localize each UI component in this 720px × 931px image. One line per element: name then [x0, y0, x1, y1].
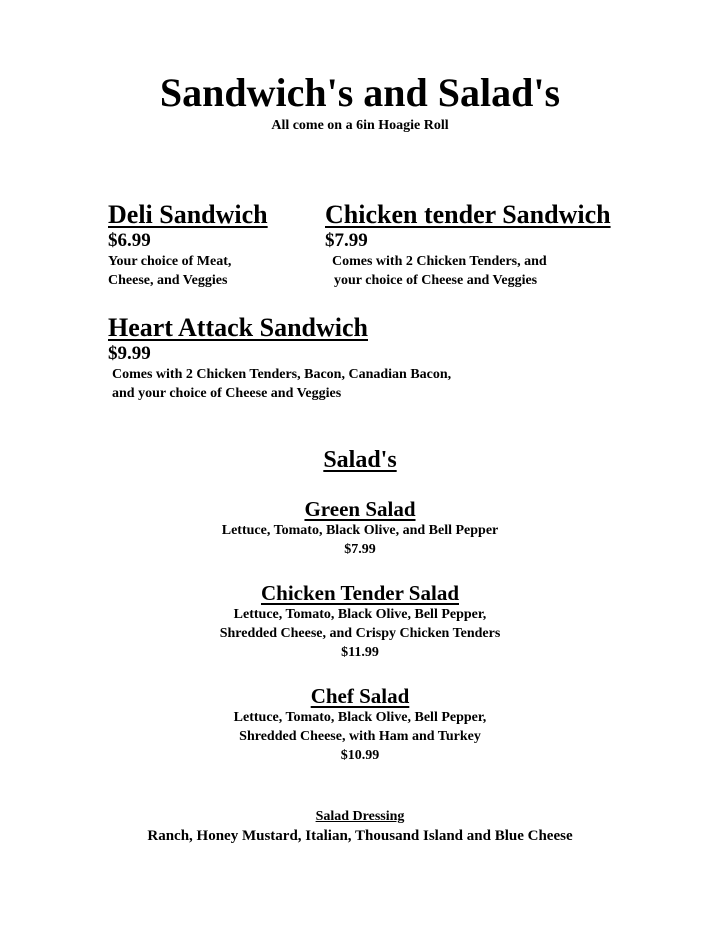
item-description-line: Shredded Cheese, with Ham and Turkey	[239, 729, 481, 744]
item-description-line: Your choice of Meat,	[108, 254, 232, 269]
item-price: $7.99	[325, 230, 368, 251]
menu-item-chicken-tender-sandwich	[325, 200, 611, 290]
item-description-line: Lettuce, Tomato, Black Olive, Bell Pepper,	[233, 607, 487, 622]
item-description-line: Lettuce, Tomato, Black Olive, and Bell Pepper	[221, 523, 499, 538]
page-title: Sandwich's and Salad's	[159, 70, 561, 115]
item-description-line: your choice of Cheese and Veggies	[334, 273, 538, 288]
item-description-line: Comes with 2 Chicken Tenders, Bacon, Canadian Bacon,	[112, 367, 452, 382]
item-name: Chef Salad	[310, 684, 410, 708]
item-description-line: Comes with 2 Chicken Tenders, and	[332, 254, 547, 269]
page-subtitle: All come on a 6in Hoagie Roll	[271, 118, 449, 133]
item-name: Deli Sandwich	[108, 200, 268, 229]
item-price: $9.99	[108, 343, 151, 364]
item-description-line: Cheese, and Veggies	[108, 273, 228, 288]
item-name: Heart Attack Sandwich	[108, 313, 368, 342]
menu-item-heart-attack-sandwich	[108, 313, 451, 403]
item-name: Green Salad	[304, 497, 416, 521]
item-name: Chicken Tender Salad	[260, 581, 459, 605]
item-price: $6.99	[108, 230, 151, 251]
menu-item-deli-sandwich	[108, 200, 268, 290]
item-description-line: Shredded Cheese, and Crispy Chicken Tenders	[219, 626, 501, 641]
menu-item-chicken-tender-salad	[0, 581, 720, 662]
item-description-line: and your choice of Cheese and Veggies	[112, 386, 342, 401]
item-price: $10.99	[340, 748, 380, 763]
salad-dressing-title: Salad Dressing	[315, 809, 405, 824]
item-name: Chicken tender Sandwich	[325, 200, 611, 229]
salad-dressing-options: Ranch, Honey Mustard, Italian, Thousand Island and Blue Cheese	[147, 828, 573, 844]
section-title-salads: Salad's	[323, 447, 397, 473]
item-price: $11.99	[341, 645, 379, 660]
item-price: $7.99	[344, 542, 376, 557]
item-description-line: Lettuce, Tomato, Black Olive, Bell Pepper,	[233, 710, 487, 725]
menu-item-green-salad	[0, 497, 720, 559]
menu-item-chef-salad	[0, 684, 720, 765]
